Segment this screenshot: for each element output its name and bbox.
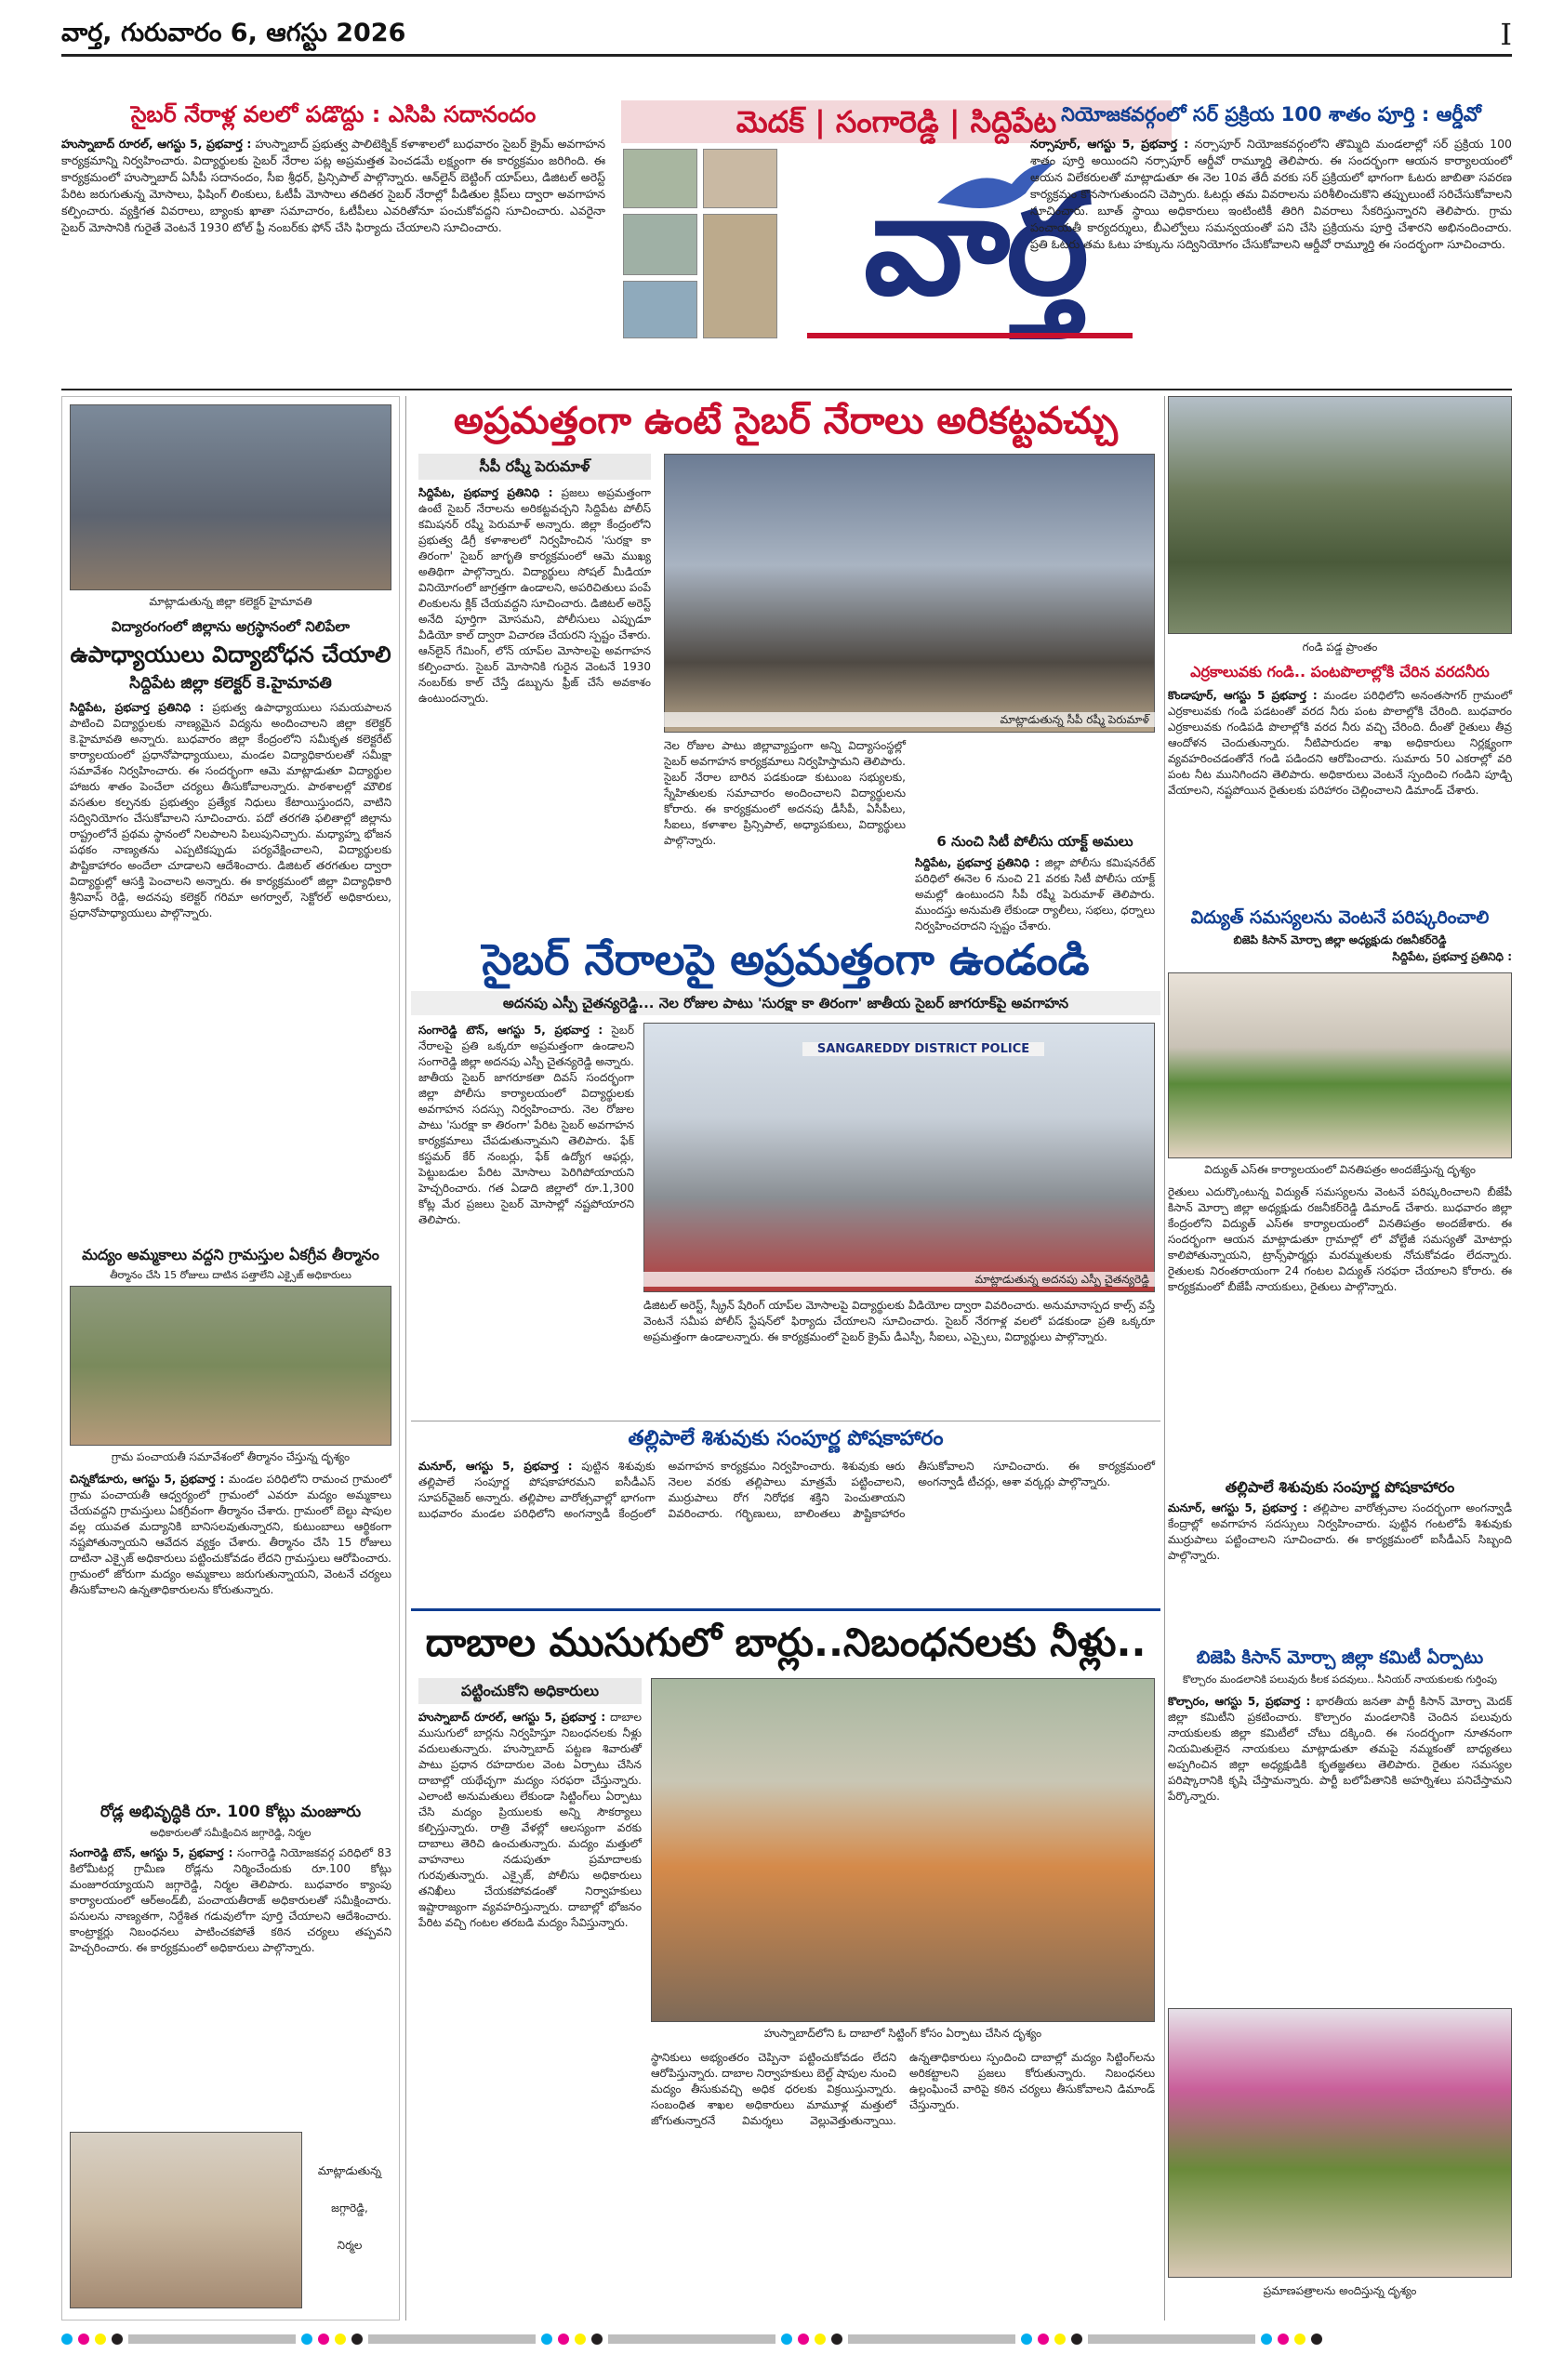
left-body: సిద్దిపేట, ప్రభవార్త ప్రతినిధి : ప్రభుత్వ ఉపాధ్యాయులు సమయపాలన పాటించి విద్యార్థులకు నాణ్యమైన విద్యను అందించాలని జిల్లా కలెక్టర్ కె.హైమావతి అన్నారు. బుధవారం జిల్లా కేంద్రంలోని సమీకృత కలెక్టరేట్ కార్యాలయంలో ప్రధానోపాధ్యాయులు, మండల విద్యాధికారులతో సమీక్షా సమావేశం నిర్వహించారు. ఈ సందర్భంగా ఆమె మాట్లాడుతూ విద్యార్థుల హాజరు శాతం పెంచేలా చర్యలు తీసుకోవాలన్నారు. పాఠశాలల్లో మౌలిక వసతుల కల్పనకు ప్రభుత్వం ప్రత్యేక నిధులు కేటాయిస్తుందని, వాటిని సద్వినియోగం చేసుకోవాలని సూచించారు. పదో తరగతి ఫలితాల్లో జిల్లాను రాష్ట్రంలోనే ప్రథమ స్థానంలో నిలపాలని పిలుపునిచ్చారు. మధ్యాహ్న భోజన పథకం నాణ్యతను ఎప్పటికప్పుడు పర్యవేక్షించాలని, విద్యార్థులకు పౌష్టికాహారం అందేలా చూడాలని ఆదేశించారు. డిజిటల్ తరగతుల ద్వారా విద్యార్థుల్లో ఆసక్తి పెంచాలని అన్నారు. ఈ కార్యక్రమంలో జిల్లా విద్యాధికారి శ్రీనివాస్ రెడ్డి, అదనపు కలెక్టర్ గరిమా అగర్వాల్, సెక్టోరల్ అధికారులు, ప్రధానోపాధ్యాయులు పాల్గొన్నారు. xyxy=(70,701,391,919)
center-mid-body2: డిజిటల్ అరెస్ట్, స్క్రీన్ షేరింగ్ యాప్‌ల మోసాలపై విద్యార్థులకు వీడియోల ద్వారా వివరించారు. అనుమానాస్పద కాల్స్ వస్తే వెంటనే సమీప పోలీస్ స్టేషన్‌లో ఫిర్యాదు చేయాలని సూచించారు. సైబర్ నేరగాళ్ల వలలో పడకుండా ప్రతి ఒక్కరూ అప్రమత్తంగా ఉండాలన్నారు. ఈ కార్యక్రమంలో సైబర్ క్రైమ్ డీఎస్పీ, సీఐలు, ఎస్సైలు, విద్యార్థులు పాల్గొన్నారు. xyxy=(643,1299,1155,1343)
center-mid-kicker: అదనపు ఎస్పీ చైతన్యరెడ్డి... నెల రోజుల పాటు 'సురక్షా కా తిరంగా' జాతీయ సైబర్ జాగరూక్‌పై అవగాహన xyxy=(411,991,1160,1015)
center-bottom-subhead: పట్టించుకోని అధికారులు xyxy=(418,1678,642,1704)
jaggareddy-caption-1: మాట్లాడుతున్న xyxy=(317,2164,382,2177)
center-small-body: మనూర్, ఆగస్టు 5, ప్రభవార్త : పుట్టిన శిశువుకు తల్లిపాలే సంపూర్ణ పోషకాహారమని ఐసీడీఎస్ సూపర్‌వైజర్ అన్నారు. తల్లిపాల వారోత్సవాల్లో భాగంగా బుధవారం మండల పరిధిలోని అంగన్వాడీ కేంద్రంలో అవగాహన కార్యక్రమం నిర్వహించారు. శిశువుకు ఆరు నెలల వరకు తల్లిపాలు మాత్రమే పట్టించాలని, ముర్రుపాలు రోగ నిరోధక శక్తిని పెంచుతాయని వివరించారు. గర్భిణులు, బాలింతలు పౌష్టికాహారం తీసుకోవాలని సూచించారు. ఈ కార్యక్రమంలో అంగన్వాడీ టీచర్లు, ఆశా వర్కర్లు పాల్గొన్నారు. xyxy=(418,1460,1155,1520)
asp-chaitanya-photo xyxy=(643,1023,1155,1292)
center-mid-headline: సైబర్ నేరాలపై అప్రమత్తంగా ఉండండి xyxy=(482,934,1090,985)
right-body2: రైతులు ఎదుర్కొంటున్న విద్యుత్ సమస్యలను వెంటనే పరిష్కరించాలని బీజేపీ కిసాన్ మోర్చా జిల్లా అధ్యక్షుడు రజనీకర్‌రెడ్డి డిమాండ్ చేశారు. బుధవారం జిల్లా కేంద్రంలోని విద్యుత్ ఎస్ఈ కార్యాలయంలో వినతిపత్రం అందజేశారు. ఈ సందర్భంగా ఆయన మాట్లాడుతూ గ్రామాల్లో లో వోల్టేజీ సమస్యతో మోటార్లు కాలిపోతున్నాయని, ట్రాన్స్‌ఫార్మర్లు మరమ్మతులకు నోచుకోవడం లేదన్నారు. రైతులకు నిరంతరాయంగా 24 గంటల విద్యుత్ సరఫరా చేయాలని కోరారు. ఈ కార్యక్రమంలో బీజేపీ నాయకులు, రైతులు పాల్గొన్నారు. xyxy=(1168,1185,1512,1293)
top-right-story xyxy=(1030,100,1512,376)
jaggareddy-caption-2: జగ్గారెడ్డి, xyxy=(331,2202,368,2215)
section-rule xyxy=(61,389,1512,390)
collector-photo-caption: మాట్లాడుతున్న జిల్లా కలెక్టర్ హైమావతి xyxy=(149,595,312,608)
left-story2-kicker: తీర్మానం చేసి 15 రోజులు దాటిన పత్తాలేని ఎక్సైజ్ అధికారులు xyxy=(110,1269,351,1281)
bjp-committee-caption: ప్రమాణపత్రాలను అందిస్తున్న దృశ్యం xyxy=(1263,2284,1417,2297)
masthead-logo: వార్త xyxy=(863,165,1086,326)
right-headline2: విద్యుత్ సమస్యలను వెంటనే పరిష్కరించాలి xyxy=(1190,907,1490,928)
column-divider-right xyxy=(1164,396,1165,2320)
center-side-headline: 6 నుంచి సిటీ పోలీసు యాక్ట్ అమలు xyxy=(936,833,1133,850)
top-left-headline: సైబర్ నేరాళ్ల వలలో పడొద్దు : ఎసిపి సదానందం xyxy=(130,101,537,127)
dhaba-photo xyxy=(651,1678,1155,2022)
page-header xyxy=(61,17,1512,54)
center-small-headline: తల్లిపాలే శిశువుకు సంపూర్ణ పోషకాహారం xyxy=(628,1427,944,1450)
top-left-story xyxy=(61,100,605,376)
panchayat-photo-caption: గ్రామ పంచాయతీ సమావేశంలో తీర్మానం చేస్తున్న దృశ్యం xyxy=(111,1450,351,1463)
left-story3-body: సంగారెడ్డి టౌన్, ఆగస్టు 5, ప్రభవార్త : సంగారెడ్డి నియోజకవర్గ పరిధిలో 83 కిలోమీటర్ల గ్రామీణ రోడ్లను నిర్మించేందుకు రూ.100 కోట్లు మంజూరయ్యాయని జగ్గారెడ్డి, నిర్మల తెలిపారు. బుధవారం క్యాంపు కార్యాలయంలో ఆర్అండ్‌బీ, పంచాయతీరాజ్ అధికారులతో సమీక్షించారు. పనులను నాణ్యతగా, నిర్దేశిత గడువులోగా పూర్తి చేయాలని ఆదేశించారు. కాంట్రాక్టర్లు నిబంధనలు పాటించకపోతే కఠిన చర్యలు తప్పవని హెచ్చరించారు. ఈ కార్యక్రమంలో అధికారులు పాల్గొన్నారు. xyxy=(70,1846,391,1954)
left-story2-headline: మద్యం అమ్మకాలు వద్దని గ్రామస్తుల ఏకగ్రీవ తీర్మానం xyxy=(82,1246,379,1263)
center-small-story xyxy=(411,1421,1160,1601)
cp-rashmi-photo xyxy=(664,454,1155,733)
breach-photo-caption: గండి పడ్డ ప్రాంతం xyxy=(1302,641,1378,654)
header-dateline: వార్త, గురువారం 6, ఆగస్టు 2026 xyxy=(61,19,406,47)
left-column xyxy=(61,396,400,2320)
center-top-subhead: సీపీ రష్మీ పెరుమాళ్ xyxy=(418,454,651,480)
asp-chaitanya-caption: మాట్లాడుతున్న అదనపు ఎస్పీ చైతన్యరెడ్డి xyxy=(643,1272,1155,1287)
collector-photo xyxy=(70,404,391,590)
left-kicker: విద్యారంగంలో జిల్లాను అగ్రస్థానంలో నిలిపేలా xyxy=(111,618,351,635)
panchayat-meeting-photo xyxy=(70,1286,391,1446)
center-mid-story xyxy=(411,932,1160,1415)
dhaba-photo-caption: హుస్నాబాద్‌లోని ఓ దాబాలో సిట్టింగ్ కోసం ఏర్పాటు చేసిన దృశ్యం xyxy=(763,2027,1042,2040)
top-left-body: హుస్నాబాద్ రూరల్, ఆగస్టు 5, ప్రభవార్త : హుస్నాబాద్ ప్రభుత్వ పాలిటెక్నిక్ కళాశాలలో బుధవారం సైబర్ క్రైమ్ అవగాహన కార్యక్రమాన్ని నిర్వహించారు. విద్యార్థులకు సైబర్ నేరాల పట్ల అప్రమత్తత పెంచడమే లక్ష్యంగా ఈ కార్యక్రమం జరిగింది. ఈ కార్యక్రమంలో హుస్నాబాద్ ఏసీపీ సదానందం, సీఐ శ్రీధర్, ప్రిన్సిపాల్ పాల్గొన్నారు. ఆన్‌లైన్ బెట్టింగ్ యాప్‌లు, డిజిటల్ అరెస్ట్ పేరిట జరుగుతున్న మోసాలు, ఫిషింగ్ లింకులు, ఓటీపీ మోసాలు తదితర సైబర్ నేరాల్లో పీడితుల క్లిప్‌లు ద్వారా అవగాహన కల్పించారు. వ్యక్తిగత వివరాలు, బ్యాంకు ఖాతా సమాచారం, ఓటీపీలు ఎవరితోనూ పంచుకోవద్దని సూచించారు. ఎవరైనా సైబర్ మోసానికి గురైతే వెంటనే 1930 టోల్ ఫ్రీ నంబర్‌కు ఫోన్ చేసి ఫిర్యాదు చేయాలని సూచించారు. xyxy=(61,137,605,234)
masthead-photo-temple xyxy=(703,149,777,208)
center-mid-body: సంగారెడ్డి టౌన్, ఆగస్టు 5, ప్రభవార్త : సైబర్ నేరాలపై ప్రతి ఒక్కరూ అప్రమత్తంగా ఉండాలని సంగారెడ్డి జిల్లా అదనపు ఎస్పీ చైతన్యరెడ్డి అన్నారు. జాతీయ సైబర్ జాగరూకతా దివస్ సందర్భంగా జిల్లా పోలీసు కార్యాలయంలో విద్యార్థులకు అవగాహన సదస్సు నిర్వహించారు. నెల రోజుల పాటు 'సురక్షా కా తిరంగా' పేరిట సైబర్ అవగాహన కార్యక్రమాలు చేపడుతున్నామని తెలిపారు. ఫేక్ కస్టమర్ కేర్ నంబర్లు, ఫేక్ ఉద్యోగ ఆఫర్లు, పెట్టుబడుల పేరిట మోసాలు పెరిగిపోయాయని హెచ్చరించారు. గత ఏడాది జిల్లాలో రూ.1,300 కోట్ల మేర ప్రజలు సైబర్ మోసాల్లో నష్టపోయారని తెలిపారు. xyxy=(418,1024,634,1226)
right-headline3: తల్లిపాలే శిశువుకు సంపూర్ణ పోషకాహారం xyxy=(1225,1478,1455,1496)
right-dateline2: సిద్దిపేట, ప్రభవార్త ప్రతినిధి : xyxy=(1392,950,1512,963)
right-headline4: బిజెపి కిసాన్ మోర్చా జిల్లా కమిటీ ఏర్పాటు xyxy=(1196,1647,1484,1668)
masthead-photo-lake xyxy=(623,281,697,338)
jaggareddy-photo xyxy=(70,2132,302,2308)
jaggareddy-caption-3: నిర్మల xyxy=(337,2239,363,2252)
police-banner: SANGAREDDY DISTRICT POLICE xyxy=(802,1042,1044,1056)
top-right-body: నర్సాపూర్, ఆగస్టు 5, ప్రభవార్త : నర్సాపూర్ నియోజకవర్గంలోని తొమ్మిది మండలాల్లో సర్ ప్రక్రియ 100 శాతం పూర్తి అయిందని నర్సాపూర్ ఆర్డీవో రామ్మూర్తి తెలిపారు. ఈ సందర్భంగా ఆయన కార్యాలయంలో ఆయన విలేకరులతో మాట్లాడుతూ ఈ నెల 10వ తేదీ వరకు సర్ ప్రక్రియలో భాగంగా ఓటరు జాబితా సవరణ కార్యక్రమం కొనసాగుతుందని చెప్పారు. ఓటర్లు తమ వివరాలను పరిశీలించుకొని తప్పులుంటే సరిచేసుకోవాలని సూచించారు. బూత్ స్థాయి అధికారులు ఇంటింటికీ తిరిగి వివరాలు సేకరిస్తున్నారని తెలిపారు. గ్రామ పంచాయతీ కార్యదర్శులు, బీఎల్వోలు సమన్వయంతో పని చేసి ప్రక్రియను పూర్తి చేశారని అభినందించారు. ప్రతి ఓటరు తమ ఓటు హక్కును సద్వినియోగం చేసుకోవాలని ఆర్డీవో రామ్మూర్తి ఈ సందర్భంగా సూచించారు. xyxy=(1030,137,1512,251)
print-color-bar xyxy=(61,2332,1512,2347)
right-kicker4: కొల్చారం మండలానికి పలువురు కీలక పదవులు.. సీనియర్ నాయకులకు గుర్తింపు xyxy=(1183,1673,1497,1686)
left-story3-headline: రోడ్ల అభివృద్ధికి రూ. 100 కోట్లు మంజూరు xyxy=(99,1803,362,1821)
center-top-story xyxy=(411,396,1160,932)
center-bottom-body: హుస్నాబాద్ రూరల్, ఆగస్టు 5, ప్రభవార్త : దాబాల ముసుగులో బార్లను నిర్వహిస్తూ నిబంధనలకు నీళ్లు వదులుతున్నారు. హుస్నాబాద్ పట్టణ శివారుతో పాటు ప్రధాన రహదారుల వెంట ఏర్పాటు చేసిన దాబాల్లో యథేచ్ఛగా మద్యం సరఫరా చేస్తున్నారు. ఎలాంటి అనుమతులు లేకుండా సిట్టింగ్‌లు ఏర్పాటు చేసి మద్యం ప్రియులకు అన్ని సౌకర్యాలు కల్పిస్తున్నారు. రాత్రి వేళల్లో ఆలస్యంగా వరకు దాబాలు తెరిచి ఉంచుతున్నారు. మద్యం మత్తులో వాహనాలు నడుపుతూ ప్రమాదాలకు గురవుతున్నారు. ఎక్సైజ్, పోలీసు అధికారులు తనిఖీలు చేయకపోవడంతో నిర్వాహకులు ఇష్టారాజ్యంగా వ్యవహరిస్తున్నారు. దాబాల్లో భోజనం పేరిట వచ్చి గంటల తరబడి మద్యం సేవిస్తున్నారు. xyxy=(418,1711,642,1929)
bjp-memo-caption: విద్యుత్ ఎస్ఈ కార్యాలయంలో వినతిపత్రం అందజేస్తున్న దృశ్యం xyxy=(1204,1163,1476,1176)
right-kicker2: బిజెపి కిసాన్ మోర్చా జిల్లా అధ్యక్షుడు రజనీకర్‌రెడ్డి xyxy=(1233,933,1447,946)
center-bottom-body2: స్థానికులు అభ్యంతరం చెప్పినా పట్టించుకోవడం లేదని ఆరోపిస్తున్నారు. దాబాల నిర్వాహకులు బెల్ట్ షాపుల నుంచి మద్యం తీసుకువచ్చి అధిక ధరలకు విక్రయిస్తున్నారు. సంబంధిత శాఖల అధికారులు మామూళ్ల మత్తులో జోగుతున్నారనే విమర్శలు వెల్లువెత్తుతున్నాయి. ఉన్నతాధికారులు స్పందించి దాబాల్లో మద్యం సిట్టింగ్‌లను అరికట్టాలని ప్రజలు కోరుతున్నారు. నిబంధనలు ఉల్లంఘించే వారిపై కఠిన చర్యలు తీసుకోవాలని డిమాండ్ చేస్తున్నారు. xyxy=(651,2051,1155,2127)
masthead-photo-building xyxy=(623,149,697,208)
center-top-headline: అప్రమత్తంగా ఉంటే సైబర్ నేరాలు అరికట్టవచ్చు xyxy=(454,400,1118,443)
right-body4: కొల్చారం, ఆగస్టు 5, ప్రభవార్త : భారతీయ జనతా పార్టీ కిసాన్ మోర్చా మెదక్ జిల్లా కమిటీని ప్రకటించారు. కొల్చారం మండలానికి చెందిన పలువురు నాయకులకు జిల్లా కమిటీలో చోటు దక్కింది. ఈ సందర్భంగా నూతనంగా నియమితులైన నాయకులు మాట్లాడుతూ తమపై నమ్మకంతో బాధ్యతలు అప్పగించిన జిల్లా అధ్యక్షుడికి కృతజ్ఞతలు తెలిపారు. రైతుల సమస్యల పరిష్కారానికి కృషి చేస్తామన్నారు. పార్టీ బలోపేతానికి అహర్నిశలు పనిచేస్తామని పేర్కొన్నారు. xyxy=(1168,1695,1513,1803)
left-story3-kicker: అధికారులతో సమీక్షించిన జగ్గారెడ్డి, నిర్మల xyxy=(150,1827,311,1839)
right-column xyxy=(1168,396,1512,2320)
bjp-memo-photo xyxy=(1168,972,1512,1158)
district-names: మెదక్ | సంగారెడ్డి | సిద్దిపేట xyxy=(621,100,1172,143)
masthead-photo-clocktower xyxy=(703,214,777,338)
top-right-headline: నియోజకవర్గంలో సర్ ప్రక్రియ 100 శాతం పూర్తి : ఆర్డీవో xyxy=(1061,103,1481,126)
center-top-body2: నెల రోజుల పాటు జిల్లావ్యాప్తంగా అన్ని విద్యాసంస్థల్లో సైబర్ అవగాహన కార్యక్రమాలు నిర్వహిస్తామని తెలిపారు. సైబర్ నేరాల బారిన పడకుండా కుటుంబ సభ్యులకు, స్నేహితులకు సమాచారం అందించాలని విద్యార్థులను కోరారు. ఈ కార్యక్రమంలో అదనపు డీసీపీ, ఏసీపీలు, సీఐలు, కళాశాల ప్రిన్సిపాల్, అధ్యాపకులు, విద్యార్థులు పాల్గొన్నారు. xyxy=(664,739,906,847)
left-story2-body: చిన్నకోడూరు, ఆగస్టు 5, ప్రభవార్త : మండల పరిధిలోని రామంచ గ్రామంలో గ్రామ పంచాయతీ ఆధ్వర్యంలో గ్రామంలో ఎవరూ మద్యం అమ్మకాలు చేయవద్దని గ్రామస్తులు ఏకగ్రీవంగా తీర్మానం చేశారు. గ్రామంలో బెల్టు షాపుల వల్ల యువత మద్యానికి బానిసలవుతున్నారని, కుటుంబాలు ఆర్థికంగా నష్టపోతున్నాయని ఆవేదన వ్యక్తం చేశారు. తీర్మానం చేసి 15 రోజులు దాటినా ఎక్సైజ్ అధికారులు పట్టించుకోవడం లేదని గ్రామస్తులు ఆరోపించారు. గ్రామంలో జోరుగా మద్యం అమ్మకాలు జరుగుతున్నాయని, వెంటనే చర్యలు తీసుకోవాలని ఉన్నతాధికారులను కోరుతున్నారు. xyxy=(70,1473,391,1596)
center-top-body: సిద్దిపేట, ప్రభవార్త ప్రతినిధి : ప్రజలు అప్రమత్తంగా ఉంటే సైబర్ నేరాలను అరికట్టవచ్చని సిద్దిపేట పోలీస్ కమిషనర్ రష్మీ పెరుమాళ్ అన్నారు. జిల్లా కేంద్రంలోని ప్రభుత్వ డిగ్రీ కళాశాలలో నిర్వహించిన 'సురక్షా కా తిరంగా' సైబర్ జాగృతి కార్యక్రమంలో ఆమె ముఖ్య అతిథిగా పాల్గొన్నారు. విద్యార్థులు సోషల్ మీడియా వినియోగంలో జాగ్రత్తగా ఉండాలని, అపరిచితులు పంపే లింకులను క్లిక్ చేయవద్దని సూచించారు. డిజిటల్ అరెస్ట్ అనేది పూర్తిగా మోసమని, పోలీసులు ఎప్పుడూ వీడియో కాల్ ద్వారా విచారణ చేయరని స్పష్టం చేశారు. ఆన్‌లైన్ గేమింగ్, లోన్ యాప్‌ల మోసాలపై అవగాహన కల్పించారు. సైబర్ మోసానికి గురైన వెంటనే 1930 నంబర్‌కు కాల్ చేస్తే డబ్బును ఫ్రీజ్ చేసే అవకాశం ఉంటుందన్నారు. xyxy=(418,486,651,705)
left-subhead: సిద్దిపేట జిల్లా కలెక్టర్ కె.హైమావతి xyxy=(129,674,332,693)
column-divider-left xyxy=(405,396,406,2320)
breach-photo xyxy=(1168,396,1512,634)
cp-rashmi-caption: మాట్లాడుతున్న సీపీ రష్మీ పెరుమాళ్ xyxy=(664,712,1155,727)
center-bottom-headline: దాబాల ముసుగులో బార్లు..నిబంధనలకు నీళ్లు.. xyxy=(425,1620,1146,1665)
header-rule xyxy=(61,54,1512,57)
page-marker: I xyxy=(1500,17,1512,52)
center-bottom-story xyxy=(411,1608,1160,2320)
left-headline: ఉపాధ్యాయులు విద్యాబోధన చేయాలి xyxy=(70,641,391,668)
bjp-committee-photo xyxy=(1168,2008,1512,2278)
right-headline1: ఎర్రకాలువకు గండి.. పంటపొలాల్లోకి చేరిన వరదనీరు xyxy=(1190,663,1490,681)
right-body3: మనూర్, ఆగస్టు 5, ప్రభవార్త : తల్లిపాల వారోత్సవాల సందర్భంగా అంగన్వాడీ కేంద్రాల్లో అవగాహన సదస్సులు నిర్వహించారు. పుట్టిన గంటలోపే శిశువుకు ముర్రుపాలు పట్టించాలని సూచించారు. ఈ కార్యక్రమంలో ఐసీడీఎస్ సిబ్బంది పాల్గొన్నారు. xyxy=(1168,1501,1512,1562)
masthead-photo-fort xyxy=(623,214,697,275)
center-side-body: సిద్దిపేట, ప్రభవార్త ప్రతినిధి : జిల్లా పోలీసు కమిషనరేట్ పరిధిలో ఈనెల 6 నుంచి 21 వరకు సిటీ పోలీసు యాక్ట్ అమల్లో ఉంటుందని సీపీ రష్మీ పెరుమాళ్ తెలిపారు. ముందస్తు అనుమతి లేకుండా ర్యాలీలు, సభలు, ధర్నాలు నిర్వహించరాదని స్పష్టం చేశారు. xyxy=(915,856,1155,932)
right-body1: కొండాపూర్, ఆగస్టు 5 ప్రభవార్త : మండల పరిధిలోని అనంతసాగర్ గ్రామంలో ఎర్రకాలువకు గండి పడటంతో వరద నీరు పంట పొలాల్లోకి చేరింది. బుధవారం ఎర్రకాలువకు గండిపడి పొలాల్లోకి వరద నీరు వచ్చి చేరింది. దీంతో రైతులు తీవ్ర ఆందోళన చెందుతున్నారు. నీటిపారుదల శాఖ అధికారులు నిర్లక్ష్యంగా వ్యవహరించడంతోనే గండి పడిందని ఆరోపించారు. సుమారు 50 ఎకరాల్లో వరి పంట నీట మునిగిందని తెలిపారు. అధికారులు వెంటనే స్పందించి గండిని పూడ్చి వేయాలని, నష్టపోయిన రైతులకు పరిహారం చెల్లించాలని డిమాండ్ చేశారు. xyxy=(1168,689,1512,797)
